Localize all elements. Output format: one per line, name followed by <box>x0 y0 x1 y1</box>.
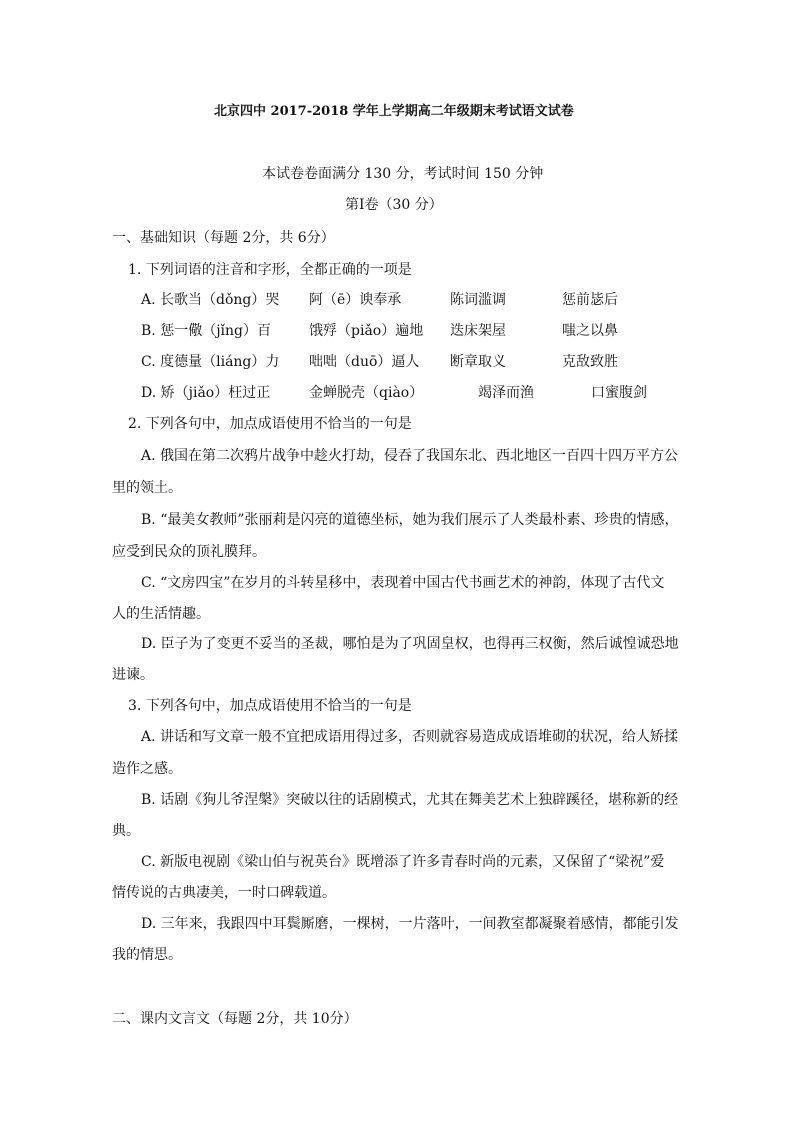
exam-info: 本试卷卷面满分 130 分，考试时间 150 分钟 <box>262 166 544 182</box>
volume-label: 第Ⅰ卷（30 分） <box>345 197 443 213</box>
q3-option-d-line2: 我的情思。 <box>112 947 182 963</box>
section2-heading: 二、课内文言文（每题 2分，共 10分） <box>112 1011 358 1027</box>
q1-option-a-4: 惩前毖后 <box>562 292 618 308</box>
q2-stem: 2. 下列各句中，加点成语使用不恰当的一句是 <box>128 416 412 432</box>
q3-option-c-line1: C. 新版电视剧《梁山伯与祝英台》既增添了许多青春时尚的元素，又保留了“梁祝”爱 <box>141 854 665 870</box>
section1-heading: 一、基础知识（每题 2分，共 6分） <box>112 230 335 246</box>
q1-option-c-1: C. 度德量（liáng）力 <box>141 354 280 370</box>
q2-option-d-line2: 进谏。 <box>112 667 154 683</box>
q2-option-a-line1: A. 俄国在第二次鸦片战争中趁火打劫，侵吞了我国东北、西北地区一百四十四万平方公 <box>141 448 679 464</box>
q3-option-a-line2: 造作之感。 <box>112 761 182 777</box>
q3-option-d-line1: D. 三年来，我跟四中耳鬓厮磨，一棵树，一片落叶，一间教室都凝聚着感情，都能引发 <box>141 916 679 932</box>
q3-stem: 3. 下列各句中，加点成语使用不恰当的一句是 <box>128 698 412 714</box>
q1-option-c-2: 咄咄（duō）逼人 <box>309 354 420 370</box>
q1-option-c-4: 克敌致胜 <box>562 354 618 370</box>
q3-option-b-line2: 典。 <box>112 823 140 839</box>
q2-option-b-line2: 应受到民众的顶礼膜拜。 <box>112 544 266 560</box>
q1-option-a-1: A. 长歌当（dǒng）哭 <box>141 292 280 308</box>
q2-option-c-line1: C. “文房四宝”在岁月的斗转星移中，表现着中国古代书画艺术的神韵，体现了古代文 <box>141 575 665 591</box>
q2-option-a-line2: 里的领土。 <box>112 480 182 496</box>
q1-option-a-2: 阿（ē）谀奉承 <box>309 292 402 308</box>
q3-option-b-line1: B. 话剧《狗儿爷涅槃》突破以往的话剧模式，尤其在舞美艺术上独辟蹊径，堪称新的经 <box>141 792 679 808</box>
q1-option-d-1: D. 矫（jiǎo）枉过正 <box>141 385 271 401</box>
q1-option-d-4: 口蜜腹剑 <box>591 385 647 401</box>
q2-option-d-line1: D. 臣子为了变更不妥当的圣裁，哪怕是为了巩固皇权，也得再三权衡，然后诚惶诚恐地 <box>141 636 679 652</box>
q1-option-d-2: 金蝉脱壳（qiào） <box>309 385 424 401</box>
exam-title: 北京四中 2017-2018 学年上学期高二年级期末考试语文试卷 <box>214 104 574 119</box>
q1-option-b-1: B. 惩一儆（jǐng）百 <box>141 323 271 339</box>
q1-option-a-3: 陈词滥调 <box>450 292 506 308</box>
q2-option-b-line1: B. “最美女教师”张丽莉是闪亮的道德坐标，她为我们展示了人类最朴素、珍贵的情感， <box>141 512 679 528</box>
q1-option-b-4: 嗤之以鼻 <box>562 323 618 339</box>
q1-option-b-3: 迭床架屋 <box>450 323 506 339</box>
q1-stem: 1. 下列词语的注音和字形，全都正确的一项是 <box>128 262 412 278</box>
q2-option-c-line2: 人的生活情趣。 <box>112 606 210 622</box>
q1-option-d-3: 竭泽而渔 <box>478 385 534 401</box>
q3-option-c-line2: 情传说的古典凄美，一时口碑载道。 <box>112 885 336 901</box>
q3-option-a-line1: A. 讲话和写文章一般不宜把成语用得过多，否则就容易造成成语堆砌的状况，给人矫揉 <box>141 729 679 745</box>
q1-option-b-2: 饿殍（piǎo）遍地 <box>309 323 424 339</box>
q1-option-c-3: 断章取义 <box>450 354 506 370</box>
